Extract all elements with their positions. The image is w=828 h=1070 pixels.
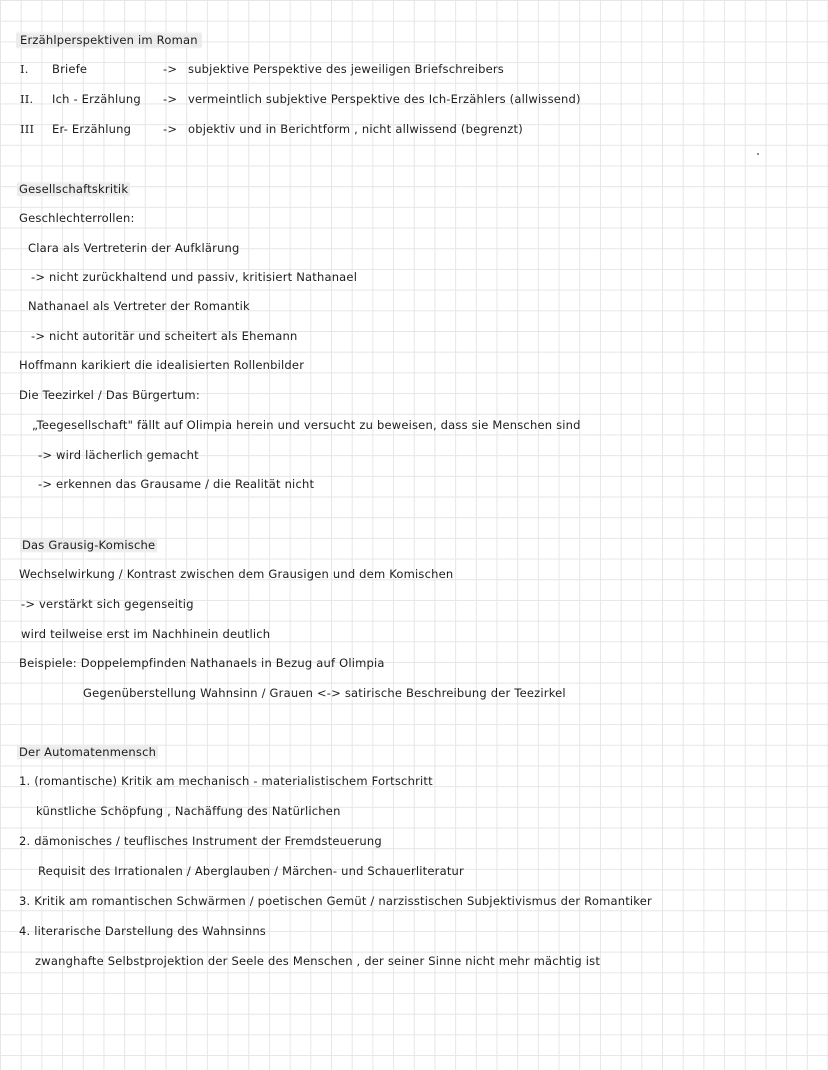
arrow-icon: ->	[163, 62, 178, 76]
note-line: Wechselwirkung / Kontrast zwischen dem Grausigen und dem Komischen	[19, 567, 454, 581]
perspective-label: Ich - Erzählung	[52, 92, 141, 106]
section-heading-grausig-komische: Das Grausig-Komische	[22, 538, 156, 552]
note-line: -> nicht autoritär und scheitert als Ehemann	[31, 329, 298, 343]
perspective-number: II.	[20, 92, 34, 106]
perspective-description: objektiv und in Berichtform , nicht allwissend (begrenzt)	[188, 122, 523, 136]
note-line: 2. dämonisches / teuflisches Instrument der Fremdsteuerung	[19, 834, 382, 848]
note-line: 1. (romantische) Kritik am mechanisch - materialistischem Fortschritt	[19, 774, 433, 788]
arrow-icon: ->	[163, 92, 178, 106]
note-line: zwanghafte Selbstprojektion der Seele des Menschen , der seiner Sinne nicht mehr mächtig ist	[35, 954, 601, 968]
note-line: -> erkennen das Grausame / die Realität nicht	[38, 477, 315, 491]
note-line: wird teilweise erst im Nachhinein deutlich	[21, 627, 271, 641]
note-line: 4. literarische Darstellung des Wahnsinns	[19, 924, 266, 938]
note-line: -> verstärkt sich gegenseitig	[21, 597, 194, 611]
perspective-number: I.	[20, 62, 29, 76]
perspective-number: III	[20, 122, 35, 136]
perspective-label: Briefe	[52, 62, 88, 76]
perspective-description: subjektive Perspektive des jeweiligen Briefschreibers	[188, 62, 505, 76]
note-line: 3. Kritik am romantischen Schwärmen / poetischen Gemüt / narzisstischen Subjektivismus der Romantiker	[19, 894, 652, 908]
section-heading-automatenmensch: Der Automatenmensch	[19, 745, 157, 759]
note-line: Hoffmann karikiert die idealisierten Rollenbilder	[19, 358, 305, 372]
subheading-geschlechterrollen: Geschlechterrollen:	[19, 211, 135, 225]
note-line: Nathanael als Vertreter der Romantik	[28, 299, 250, 313]
note-line: Clara als Vertreterin der Aufklärung	[28, 241, 240, 255]
note-line: -> wird lächerlich gemacht	[38, 448, 199, 462]
pen-dot	[757, 153, 759, 155]
note-line: Requisit des Irrationalen / Aberglauben / Märchen- und Schauerliteratur	[38, 864, 464, 878]
perspective-label: Er- Erzählung	[52, 122, 132, 136]
page-title: Erzählperspektiven im Roman	[16, 31, 202, 49]
note-line: „Teegesellschaft" fällt auf Olimpia herein und versucht zu beweisen, dass sie Menschen sind	[32, 418, 581, 432]
note-line: -> nicht zurückhaltend und passiv, kritisiert Nathanael	[31, 270, 358, 284]
arrow-icon: ->	[163, 122, 178, 136]
note-line: Beispiele: Doppelempfinden Nathanaels in Bezug auf Olimpia	[19, 656, 385, 670]
note-line: künstliche Schöpfung , Nachäffung des Natürlichen	[36, 804, 341, 818]
subheading-teezirkel: Die Teezirkel / Das Bürgertum:	[19, 388, 200, 402]
note-line: Gegenüberstellung Wahnsinn / Grauen <-> satirische Beschreibung der Teezirkel	[83, 686, 566, 700]
perspective-description: vermeintlich subjektive Perspektive des Ich-Erzählers (allwissend)	[188, 92, 581, 106]
section-heading-gesellschaftskritik: Gesellschaftskritik	[19, 182, 129, 196]
